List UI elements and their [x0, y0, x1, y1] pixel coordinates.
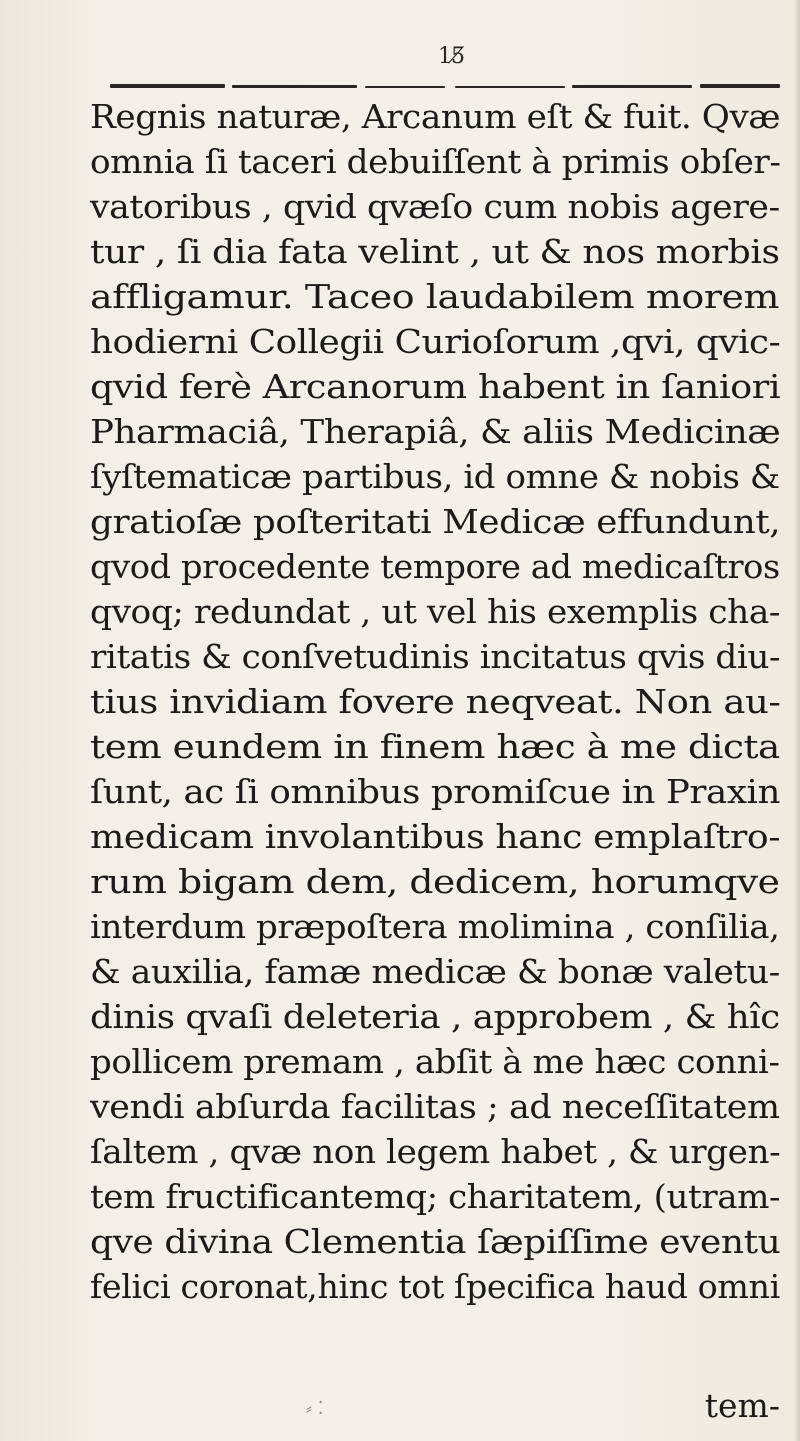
text-line: hodierni Collegii Curioſorum ,qvi, qvic- — [90, 322, 781, 361]
text-line: tem eundem in finem hæc à me dicta — [90, 727, 780, 766]
text-line: interdum præpoſtera molimina , conſilia, — [90, 907, 780, 946]
catchword-row — [90, 1386, 790, 1436]
text-line: tius invidiam fovere neqveat. Non au- — [90, 682, 781, 721]
text-line: tem fructificantemq; charitatem, (utram- — [90, 1177, 781, 1216]
text-line: affligamur. Taceo laudabilem morem — [90, 277, 780, 316]
ink-smudge-icon: ⸗ ⁚ — [306, 1398, 324, 1419]
text-line: ſaltem , qvæ non legem habet , & urgen- — [90, 1132, 781, 1171]
text-line: gratioſæ poſteritati Medicæ effundunt, — [90, 502, 781, 541]
page-number: 15̸ — [438, 44, 464, 69]
page-edge-shadow — [794, 0, 800, 1441]
text-line: ſunt, ac ſi omnibus promiſcue in Praxin — [90, 772, 780, 811]
text-line: felici coronat,hinc tot ſpecifica haud omni — [90, 1267, 780, 1306]
text-line: ſyſtematicæ partibus, id omne & nobis & — [90, 457, 780, 496]
text-line: qvoq; redundat , ut vel his exemplis cha- — [90, 592, 781, 631]
text-line: Pharmaciâ, Therapiâ, & aliis Medicinæ — [90, 412, 781, 451]
text-line: dinis qvaſi deleteria , approbem , & hîc — [90, 997, 780, 1036]
text-line: vendi abſurda facilitas ; ad neceſſitatem — [90, 1087, 780, 1126]
text-line: ritatis & conſvetudinis incitatus qvis diu- — [90, 637, 781, 676]
text-line: vatoribus , qvid qvæſo cum nobis agere- — [90, 187, 780, 226]
text-line: Regnis naturæ, Arcanum eſt & fuit. Qvæ — [90, 97, 781, 136]
text-line: pollicem premam , abſit à me hæc conni- — [90, 1042, 780, 1081]
text-line: qvod procedente tempore ad medicaſtros — [90, 547, 780, 586]
text-line: qvid ferè Arcanorum habent in ſaniori — [90, 367, 781, 406]
text-line: medicam involantibus hanc emplaſtro- — [90, 817, 781, 856]
text-line: rum bigam dem, dedicem, horumqve — [90, 862, 780, 901]
catchword: tem- — [704, 1386, 780, 1425]
header-rule — [110, 84, 780, 88]
text-line: omnia ſi taceri debuiſſent à primis obſer- — [90, 142, 781, 181]
text-line: qve divina Clementia ſæpiſſime eventu — [90, 1222, 781, 1261]
text-line: & auxilia, famæ medicæ & bonæ valetu- — [90, 952, 780, 991]
text-line: tur , ſi dia fata velint , ut & nos morbis — [90, 232, 780, 271]
